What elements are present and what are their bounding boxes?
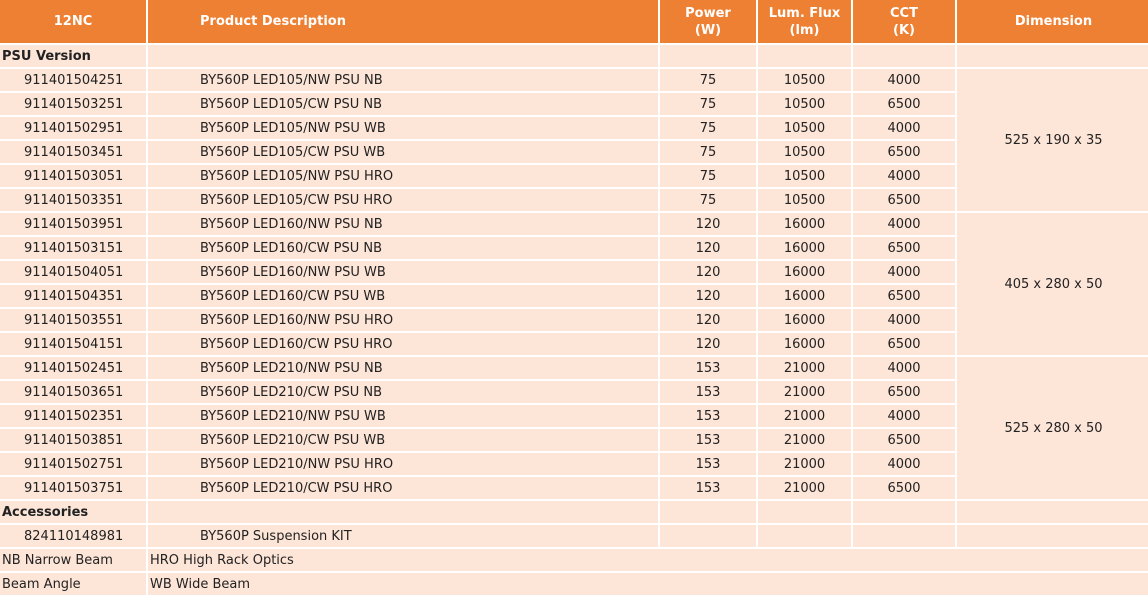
cell-power: 120 — [660, 285, 756, 307]
header-row — [0, 0, 1148, 43]
cell-12nc: 911401503651 — [0, 381, 146, 403]
header-product-description: Product Description — [148, 0, 658, 43]
cell-dimension: 525 x 280 x 50 — [957, 357, 1148, 499]
cell-cct: 4000 — [853, 117, 955, 139]
cell-lum-flux: 21000 — [758, 405, 851, 427]
cell-12nc: 911401503051 — [0, 165, 146, 187]
cell-12nc: 911401504151 — [0, 333, 146, 355]
cell-power: 75 — [660, 117, 756, 139]
cell-lum-flux: 21000 — [758, 429, 851, 451]
cell-lum-flux: 21000 — [758, 357, 851, 379]
cell-cct: 4000 — [853, 261, 955, 283]
cell-product-description: BY560P LED210/CW PSU WB — [148, 429, 658, 451]
cell-product-description: BY560P LED105/NW PSU WB — [148, 117, 658, 139]
cell-dimension: 405 x 280 x 50 — [957, 213, 1148, 355]
table-row-accessory — [0, 525, 1148, 547]
cell-power: 75 — [660, 93, 756, 115]
legend-row — [0, 549, 1148, 571]
cell-12nc: 824110148981 — [0, 525, 146, 547]
cell-product-description: BY560P LED105/NW PSU NB — [148, 69, 658, 91]
header-12nc: 12NC — [0, 0, 146, 43]
cell-power: 75 — [660, 165, 756, 187]
cell-lum-flux: 16000 — [758, 237, 851, 259]
cell-12nc: 911401503951 — [0, 213, 146, 235]
cell-12nc: 911401503151 — [0, 237, 146, 259]
legend-left: NB Narrow Beam — [0, 549, 146, 571]
cell-cct: 6500 — [853, 141, 955, 163]
cell-lum-flux: 16000 — [758, 261, 851, 283]
cell-product-description: BY560P LED105/CW PSU WB — [148, 141, 658, 163]
cell-power: 153 — [660, 357, 756, 379]
legend-right: HRO High Rack Optics — [148, 549, 1148, 571]
cell-12nc: 911401503751 — [0, 477, 146, 499]
cell-product-description: BY560P LED210/NW PSU WB — [148, 405, 658, 427]
cell-12nc: 911401502351 — [0, 405, 146, 427]
cell-cct: 4000 — [853, 405, 955, 427]
cell-power: 153 — [660, 429, 756, 451]
cell-lum-flux: 21000 — [758, 381, 851, 403]
cell-lum-flux: 10500 — [758, 69, 851, 91]
cell-dimension: 525 x 190 x 35 — [957, 69, 1148, 211]
cell-power: 120 — [660, 261, 756, 283]
section-title-psu: PSU Version — [0, 45, 146, 67]
cell-12nc: 911401503851 — [0, 429, 146, 451]
cell-product-description: BY560P LED160/NW PSU NB — [148, 213, 658, 235]
cell-power: 120 — [660, 213, 756, 235]
cell-12nc: 911401504251 — [0, 69, 146, 91]
cell-power: 153 — [660, 453, 756, 475]
cell-12nc: 911401503251 — [0, 93, 146, 115]
cell-lum-flux: 16000 — [758, 309, 851, 331]
cell-cct: 4000 — [853, 69, 955, 91]
cell-power: 153 — [660, 405, 756, 427]
cell-power: 120 — [660, 333, 756, 355]
cell-cct: 4000 — [853, 357, 955, 379]
header-cct: CCT (K) — [853, 0, 955, 43]
cell-power: 120 — [660, 309, 756, 331]
cell-12nc: 911401504051 — [0, 261, 146, 283]
cell-lum-flux: 16000 — [758, 333, 851, 355]
cell-product-description: BY560P LED210/CW PSU NB — [148, 381, 658, 403]
cell-cct: 6500 — [853, 189, 955, 211]
cell-cct: 6500 — [853, 429, 955, 451]
table-row — [0, 213, 1148, 235]
cell-cct: 6500 — [853, 237, 955, 259]
cell-product-description: BY560P LED160/NW PSU HRO — [148, 309, 658, 331]
cell-12nc: 911401504351 — [0, 285, 146, 307]
legend-left: Beam Angle — [0, 573, 146, 595]
cell-power: 120 — [660, 237, 756, 259]
cell-cct: 4000 — [853, 213, 955, 235]
cell-power: 75 — [660, 189, 756, 211]
cell-power: 153 — [660, 381, 756, 403]
cell-cct: 6500 — [853, 333, 955, 355]
cell-cct: 4000 — [853, 453, 955, 475]
header-dimension: Dimension — [957, 0, 1148, 43]
cell-product-description: BY560P LED105/CW PSU NB — [148, 93, 658, 115]
cell-product-description: BY560P Suspension KIT — [148, 525, 658, 547]
cell-lum-flux: 16000 — [758, 285, 851, 307]
cell-lum-flux: 10500 — [758, 165, 851, 187]
cell-lum-flux: 16000 — [758, 213, 851, 235]
legend-right: WB Wide Beam — [148, 573, 1148, 595]
header-power: Power (W) — [660, 0, 756, 43]
cell-product-description: BY560P LED210/CW PSU HRO — [148, 477, 658, 499]
cell-cct: 6500 — [853, 285, 955, 307]
cell-lum-flux: 10500 — [758, 141, 851, 163]
cell-12nc: 911401502451 — [0, 357, 146, 379]
cell-cct: 6500 — [853, 381, 955, 403]
cell-12nc: 911401503551 — [0, 309, 146, 331]
cell-product-description: BY560P LED160/CW PSU WB — [148, 285, 658, 307]
cell-lum-flux: 21000 — [758, 477, 851, 499]
cell-lum-flux: 10500 — [758, 93, 851, 115]
cell-lum-flux: 10500 — [758, 189, 851, 211]
cell-lum-flux: 10500 — [758, 117, 851, 139]
cell-product-description: BY560P LED210/NW PSU NB — [148, 357, 658, 379]
cell-product-description: BY560P LED160/NW PSU WB — [148, 261, 658, 283]
cell-product-description: BY560P LED210/NW PSU HRO — [148, 453, 658, 475]
cell-product-description: BY560P LED105/CW PSU HRO — [148, 189, 658, 211]
section-title-accessories: Accessories — [0, 501, 146, 523]
cell-power: 153 — [660, 477, 756, 499]
header-lum-flux: Lum. Flux (lm) — [758, 0, 851, 43]
table-row — [0, 357, 1148, 379]
cell-cct: 4000 — [853, 165, 955, 187]
cell-product-description: BY560P LED105/NW PSU HRO — [148, 165, 658, 187]
cell-12nc: 911401503351 — [0, 189, 146, 211]
cell-product-description: BY560P LED160/CW PSU HRO — [148, 333, 658, 355]
cell-cct: 6500 — [853, 477, 955, 499]
cell-cct: 4000 — [853, 309, 955, 331]
cell-12nc: 911401502751 — [0, 453, 146, 475]
section-row-accessories — [0, 501, 1148, 523]
cell-12nc: 911401503451 — [0, 141, 146, 163]
cell-12nc: 911401502951 — [0, 117, 146, 139]
cell-lum-flux: 21000 — [758, 453, 851, 475]
section-row-psu — [0, 45, 1148, 67]
cell-power: 75 — [660, 69, 756, 91]
table-row — [0, 69, 1148, 91]
legend-row — [0, 573, 1148, 595]
cell-product-description: BY560P LED160/CW PSU NB — [148, 237, 658, 259]
cell-cct: 6500 — [853, 93, 955, 115]
cell-power: 75 — [660, 141, 756, 163]
